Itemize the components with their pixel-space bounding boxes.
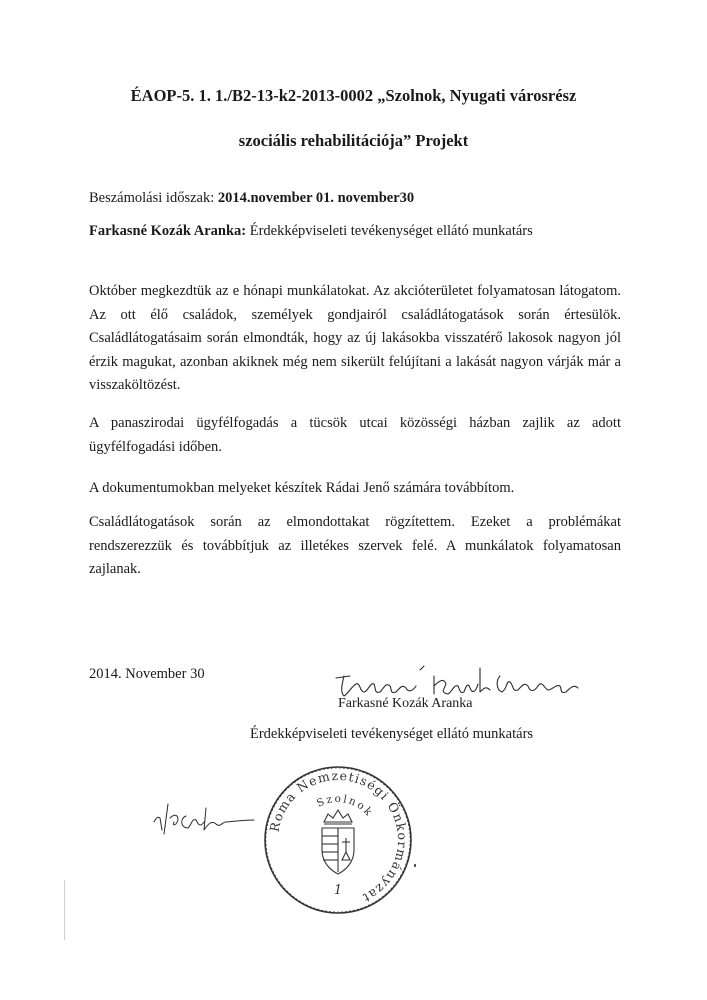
reporting-period-value: 2014.november 01. november30 bbox=[217, 190, 415, 206]
signature-role: Érdekképviseleti tevékenységet ellátó munkatárs bbox=[250, 726, 534, 742]
ink-dot bbox=[414, 864, 416, 867]
signature-name: Farkasné Kozák Aranka bbox=[338, 696, 473, 711]
paragraph-2: A panaszirodai ügyfélfogadás a tücsök utcai közösségi házban zajlik az adott ügyfélfogadási időben. bbox=[89, 415, 621, 455]
author-line bbox=[89, 222, 533, 240]
author-name: Farkasné Kozák Aranka: bbox=[89, 223, 247, 239]
paragraph-3: A dokumentumokban melyeket készítek Rádai Jenő számára továbbítom. bbox=[89, 480, 515, 496]
project-title-line-2: szociális rehabilitációja” Projekt bbox=[238, 131, 469, 150]
stamp-number: 1 bbox=[333, 883, 343, 898]
official-stamp bbox=[258, 760, 418, 920]
svg-text:Roma Nemzetiségi Önkormányzat: Roma Nemzetiségi Önkormányzat bbox=[266, 767, 411, 907]
paragraph-1: Október megkezdtük az e hónapi munkálatokat. Az akcióterületet folyamatosan látogatom. Az ott élő családok, személyek gondjairól családlátogatások során értesülök. Családlátogatásaim során elmondták, hogy az új lakásokba visszatérő lakosok nagyon jól érzik magukat, azonban akiknek még nem sikerült felújítani a lakását nagyon várják már a visszaköltözést. bbox=[89, 283, 621, 393]
reporting-period bbox=[89, 189, 414, 207]
paragraph-4: Családlátogatások során az elmondottakat rögzítettem. Ezeket a problémákat rendszerezzük és továbbítjuk az illetékes szervek felé. A munkálatok folyamatosan zajlanak. bbox=[89, 514, 621, 577]
author-role: Érdekképviseleti tevékenységet ellátó munkatárs bbox=[246, 223, 533, 239]
reporting-period-label: Beszámolási időszak: bbox=[89, 190, 218, 206]
report-date: 2014. November 30 bbox=[89, 666, 205, 682]
second-handwritten-signature bbox=[150, 800, 260, 840]
svg-text:Szolnok: Szolnok bbox=[314, 792, 376, 820]
margin-line bbox=[64, 880, 65, 940]
project-title-line-1: ÉAOP-5. 1. 1./B2-13-k2-2013-0002 „Szolnok, Nyugati városrész bbox=[130, 86, 577, 105]
